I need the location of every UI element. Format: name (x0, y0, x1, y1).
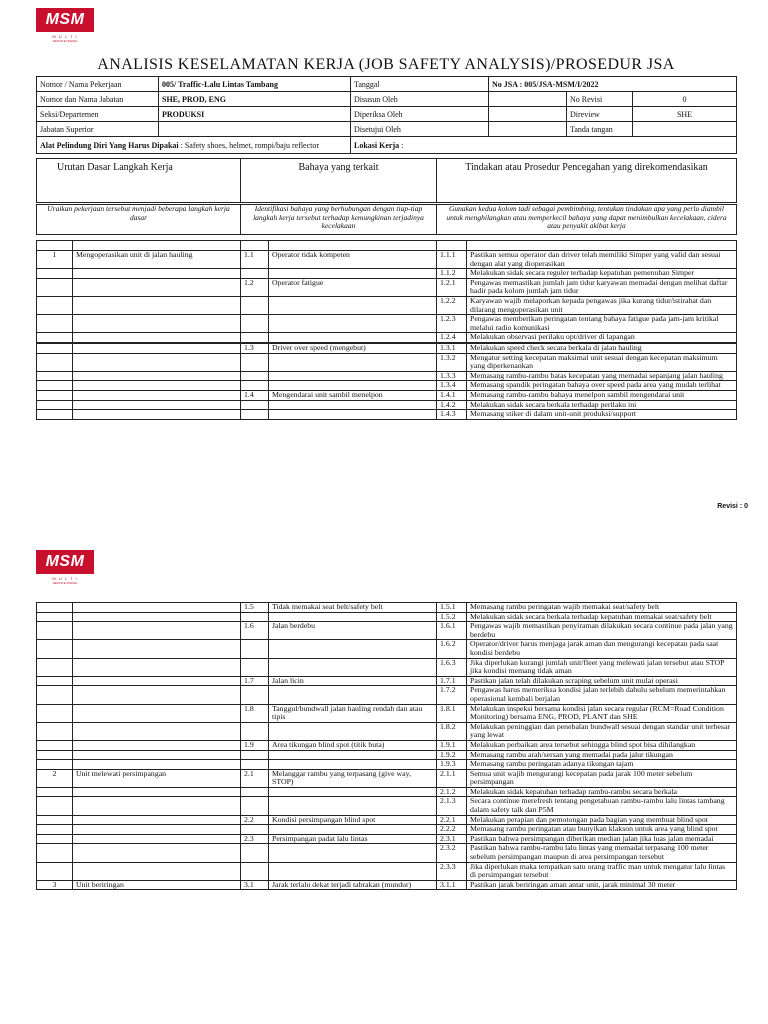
table-row (37, 400, 737, 410)
hazard-number (241, 825, 269, 835)
table-row (37, 787, 737, 797)
hazard-text: Area tikungan blind spot (titik buta) (269, 740, 437, 750)
disusun-label: Disusun Oleh (351, 92, 489, 107)
table-row (37, 640, 737, 658)
action-number: 1.3.2 (437, 353, 467, 371)
step-text (73, 760, 241, 770)
hazard-number: 2.2 (241, 815, 269, 825)
action-text: Memasang rambu arah/sersan yang memadai pada jalur tikungan (467, 750, 737, 760)
step-text (73, 278, 241, 296)
step-text (73, 343, 241, 353)
header-table (36, 76, 737, 154)
hazard-number (241, 760, 269, 770)
step-number (37, 760, 73, 770)
table-row (37, 315, 737, 333)
norevisi-value: 0 (633, 92, 737, 107)
action-number: 1.4.2 (437, 400, 467, 410)
action-number: 1.6.1 (437, 622, 467, 640)
step-text (73, 612, 241, 622)
guide-steps: Uraikan pekerjaan tersebut menjadi beberapa langkah kerja dasar (37, 205, 241, 235)
step-number (37, 612, 73, 622)
step-number (37, 622, 73, 640)
step-text (73, 722, 241, 740)
hazard-text (269, 333, 437, 343)
col-header-actions: Tindakan atau Prosedur Pencegahan yang direkomendasikan (437, 159, 737, 203)
action-number: 2.2.1 (437, 815, 467, 825)
step-number (37, 722, 73, 740)
jsa-page-2 (0, 540, 768, 1024)
action-text: Melakukan sidak secara berkala terhadap kepatuhan memakai seat/safety belt (467, 612, 737, 622)
action-text: Memasang rambu peringatan wajib memakai seat/safety belt (467, 603, 737, 613)
hazard-number: 1.4 (241, 390, 269, 400)
hazard-text (269, 862, 437, 880)
step-text (73, 686, 241, 704)
step-number (37, 676, 73, 686)
step-text (73, 797, 241, 815)
step-number (37, 844, 73, 862)
hazard-number: 2.3 (241, 834, 269, 844)
hazard-text (269, 797, 437, 815)
hazard-number (241, 640, 269, 658)
action-text: Jika diperlukan kurangi jumlah unit/fleet yang melewati jalan tersebut atau STOP jika kondisi memang tidak aman (467, 658, 737, 676)
table-row (37, 760, 737, 770)
action-number: 1.8.2 (437, 722, 467, 740)
action-text: Memasang stiker di dalam unit-unit produksi/support (467, 410, 737, 420)
table-row (37, 658, 737, 676)
step-text (73, 834, 241, 844)
step-number: 1 (37, 251, 73, 269)
table-row (37, 704, 737, 722)
action-text: Melakukan peninggian dan penebalan bundwall sesuai dengan standar unit terbesar yang lewat (467, 722, 737, 740)
action-number: 1.4.3 (437, 410, 467, 420)
step-number (37, 296, 73, 314)
guide-hazards: Identifikasi bahaya yang berhubungan dengan tiap-tiap langkah kerja tersebut terhadap kemungkinan terjadinya kecelakaan (241, 205, 437, 235)
step-number (37, 686, 73, 704)
step-number (37, 640, 73, 658)
hazard-number: 1.1 (241, 251, 269, 269)
hazard-text: Persimpangan padat lalu lintas (269, 834, 437, 844)
step-number: 2 (37, 769, 73, 787)
ttd-value (633, 122, 737, 137)
step-number (37, 862, 73, 880)
hazard-text (269, 787, 437, 797)
hazard-text (269, 381, 437, 391)
table-row (37, 269, 737, 279)
disusun-value (489, 92, 567, 107)
action-number: 1.1.1 (437, 251, 467, 269)
action-number: 1.5.2 (437, 612, 467, 622)
action-number: 2.3.1 (437, 834, 467, 844)
action-number: 1.3.4 (437, 381, 467, 391)
step-number (37, 390, 73, 400)
table-row (37, 740, 737, 750)
step-number (37, 400, 73, 410)
table-row (37, 612, 737, 622)
action-number: 1.1.2 (437, 269, 467, 279)
hazard-number (241, 381, 269, 391)
step-text (73, 410, 241, 420)
step-text (73, 315, 241, 333)
action-text: Memasang rambu-rambu bahaya menelpon sambil mengendarai unit (467, 390, 737, 400)
action-number: 2.1.3 (437, 797, 467, 815)
hazard-text (269, 658, 437, 676)
tanggal-label: Tanggal (351, 77, 489, 92)
step-number (37, 269, 73, 279)
hazard-number (241, 658, 269, 676)
hazard-number: 1.9 (241, 740, 269, 750)
seksi-label: Seksi/Departemen (37, 107, 159, 122)
step-number (37, 740, 73, 750)
jsa-number: No JSA : 005/JSA-MSM/I/2022 (489, 77, 737, 92)
action-number: 1.9.1 (437, 740, 467, 750)
nomor-value: 005/ Traffic-Lalu Lintas Tambang (159, 77, 351, 92)
step-text (73, 825, 241, 835)
hazard-number (241, 269, 269, 279)
hazard-number (241, 787, 269, 797)
hazard-number: 1.3 (241, 343, 269, 353)
disetujui-label: Disetujui Oleh (351, 122, 489, 137)
action-number: 2.3.2 (437, 844, 467, 862)
action-number: 1.5.1 (437, 603, 467, 613)
action-text: Memasang rambu-rambu batas kecepatan yang memadai sepanjang jalan hauling (467, 371, 737, 381)
table-row (37, 353, 737, 371)
step-text: Mengoperasikan unit di jalan hauling (73, 251, 241, 269)
step-text (73, 676, 241, 686)
logo-subtext-2b: SERVICE MINING (52, 581, 78, 585)
hazard-number (241, 315, 269, 333)
step-number (37, 333, 73, 343)
step-text (73, 390, 241, 400)
action-number: 1.8.1 (437, 704, 467, 722)
hazard-text (269, 760, 437, 770)
action-text: Mengatur setting kecepatan maksimal unit sesuai dengan kecepatan maksimum yang diperkenankan (467, 353, 737, 371)
step-number (37, 343, 73, 353)
step-number (37, 815, 73, 825)
hazard-number (241, 797, 269, 815)
apd-value: : Safety shoes, helmet, rompi/baju reflector (178, 140, 320, 150)
action-number: 1.7.2 (437, 686, 467, 704)
step-number (37, 658, 73, 676)
step-text: Unit melewati persimpangan (73, 769, 241, 787)
table-row (37, 825, 737, 835)
company-logo-page-2 (36, 550, 94, 590)
action-text: Melakukan perbaikan area tersebut sehingga blind spot bisa dihilangkan (467, 740, 737, 750)
jsa-table-page-1 (36, 240, 737, 420)
table-row (37, 834, 737, 844)
hazard-number (241, 722, 269, 740)
table-row (37, 603, 737, 613)
direview-label: Direview (567, 107, 633, 122)
step-text (73, 750, 241, 760)
table-row (37, 371, 737, 381)
step-number (37, 797, 73, 815)
action-number: 1.3.3 (437, 371, 467, 381)
col-header-hazards: Bahaya yang terkait (241, 159, 437, 203)
hazard-text (269, 722, 437, 740)
document-title: ANALISIS KESELAMATAN KERJA (JOB SAFETY ANALYSIS)/PROSEDUR JSA (97, 56, 675, 73)
revision-note: Revisi : 0 (717, 503, 748, 510)
hazard-number (241, 750, 269, 760)
hazard-text (269, 612, 437, 622)
hazard-text: Jalan berdebu (269, 622, 437, 640)
lokasi-cell (351, 137, 737, 154)
hazard-text: Operator fatigue (269, 278, 437, 296)
hazard-number: 1.8 (241, 704, 269, 722)
hazard-number (241, 333, 269, 343)
hazard-number (241, 686, 269, 704)
step-number (37, 787, 73, 797)
action-text: Memasang spandik peringatan bahaya over speed pada area yang mudah terlihat (467, 381, 737, 391)
hazard-number: 1.6 (241, 622, 269, 640)
table-row (37, 343, 737, 353)
step-text (73, 844, 241, 862)
step-text (73, 640, 241, 658)
hazard-text: Kondisi persimpangan blind spot (269, 815, 437, 825)
step-number (37, 315, 73, 333)
table-row (37, 251, 737, 269)
disetujui-value (489, 122, 567, 137)
action-number: 2.3.3 (437, 862, 467, 880)
table-row (37, 296, 737, 314)
step-text (73, 269, 241, 279)
action-text: Memasang rambu peringatan atau bunyikan klakson untuk area yang blind spot (467, 825, 737, 835)
hazard-text (269, 353, 437, 371)
action-number: 1.2.4 (437, 333, 467, 343)
jabatan-label: Nomor dan Nama Jabatan (37, 92, 159, 107)
step-text (73, 815, 241, 825)
action-text: Melakukan sidak secara reguler terhadap kepatuhan pemenuhan Simper (467, 269, 737, 279)
jsa-table-page-2 (36, 602, 737, 890)
step-text (73, 333, 241, 343)
hazard-number: 2.1 (241, 769, 269, 787)
hazard-number: 1.7 (241, 676, 269, 686)
hazard-text: Melanggar rambu yang terpasang (give way, STOP) (269, 769, 437, 787)
superior-label: Jabatan Superior (37, 122, 159, 137)
hazard-number (241, 296, 269, 314)
hazard-number (241, 612, 269, 622)
table-row (37, 278, 737, 296)
step-text (73, 381, 241, 391)
action-text: Pengawas harus memeriksa kondisi jalan terlebih dahulu sebelum memerintahkan operasional kembali berjalan (467, 686, 737, 704)
action-number: 1.7.1 (437, 676, 467, 686)
action-text: Pastikan semua operator dan driver telah memiliki Simper yang valid dan sesuai dengan alat yang dioperasikan (467, 251, 737, 269)
table-row (37, 381, 737, 391)
action-text: Jika diperlukan maka tempatkan satu orang traffic man untuk mengatur lalu lintas di persimpangan tersebut (467, 862, 737, 880)
jabatan-value: SHE, PROD, ENG (159, 92, 351, 107)
action-text: Melakukan inspeksi bersama kondisi jalan secara regular (RCM=Road Condition Monitoring) bersama ENG, PROD, PLANT dan SHE (467, 704, 737, 722)
step-number (37, 750, 73, 760)
hazard-number: 1.5 (241, 603, 269, 613)
nomor-label: Nomor / Nama Pekerjaan (37, 77, 159, 92)
step-number (37, 278, 73, 296)
hazard-number: 1.2 (241, 278, 269, 296)
action-text: Melakukan sidak secara berkala terhadap perilaku ini (467, 400, 737, 410)
table-row (37, 815, 737, 825)
step-text (73, 400, 241, 410)
action-text: Melakukan speed check secara berkala di jalan hauling (467, 343, 737, 353)
table-row (37, 880, 737, 890)
hazard-number (241, 371, 269, 381)
action-number: 2.1.2 (437, 787, 467, 797)
action-text: Memasang rambu peringatan adanya tikungan tajam (467, 760, 737, 770)
step-number (37, 834, 73, 844)
step-text (73, 740, 241, 750)
hazard-number (241, 862, 269, 880)
hazard-text (269, 296, 437, 314)
action-number: 1.2.1 (437, 278, 467, 296)
action-text: Secara continue merefresh tentang pengetahuan rambu-rambu lalu lintas tambang dalam safety talk dan P5M (467, 797, 737, 815)
guide-actions: Gunakan kedua kolom tadi sebagai pembimbing, tentukan tindakan apa yang perlu diambil untuk menghilangkan atau memperkecil bahaya yang dapat menimbulkan kecelakaan, cidera atau penyakit akibat kerja (437, 205, 737, 235)
action-number: 1.2.2 (437, 296, 467, 314)
direview-value: SHE (633, 107, 737, 122)
hazard-number (241, 844, 269, 862)
action-text: Pastikan bahwa persimpangan diberikan median jalan jika luas jalan memadai (467, 834, 737, 844)
action-text: Pengawas memastikan jumlah jam tidur karyawan memadai dengan melihat daftar hadir pada kolom jumlah jam tidur (467, 278, 737, 296)
action-number: 1.9.2 (437, 750, 467, 760)
step-text (73, 296, 241, 314)
hazard-text (269, 750, 437, 760)
table-row (37, 410, 737, 420)
table-row (37, 862, 737, 880)
table-row (37, 769, 737, 787)
hazard-number (241, 353, 269, 371)
step-number (37, 603, 73, 613)
guidance-table (36, 204, 737, 235)
step-number (37, 353, 73, 371)
action-number: 1.2.3 (437, 315, 467, 333)
action-number: 2.1.1 (437, 769, 467, 787)
step-text (73, 658, 241, 676)
table-row (37, 686, 737, 704)
table-row (37, 797, 737, 815)
action-number: 1.9.3 (437, 760, 467, 770)
action-text: Semua unit wajib mengurangi kecepatan pada jarak 100 meter sebelum persimpangan (467, 769, 737, 787)
step-text (73, 622, 241, 640)
hazard-text (269, 825, 437, 835)
table-row (37, 676, 737, 686)
hazard-text (269, 371, 437, 381)
action-number: 1.6.3 (437, 658, 467, 676)
action-number: 1.3.1 (437, 343, 467, 353)
hazard-text (269, 640, 437, 658)
diperiksa-label: Diperiksa Oleh (351, 107, 489, 122)
hazard-text: Tanggul/bundwall jalan hauling rendah dan atau tipis (269, 704, 437, 722)
logo-subtext: M U L T I (52, 34, 78, 39)
hazard-text (269, 315, 437, 333)
step-text (73, 704, 241, 722)
table-row (37, 844, 737, 862)
hazard-number (241, 400, 269, 410)
hazard-text: Jalan licin (269, 676, 437, 686)
action-text: Pengawas memberikan peringatan tentang bahaya fatigue pada jam-jam kritikal melalui radio komunikasi (467, 315, 737, 333)
col-header-steps: Urutan Dasar Langkah Kerja (37, 159, 241, 203)
table-row (37, 333, 737, 343)
logo-mark: MSM (36, 8, 94, 32)
superior-value (159, 122, 351, 137)
table-row (37, 390, 737, 400)
hazard-number: 3.1 (241, 880, 269, 890)
step-text (73, 371, 241, 381)
logo-subtext-2a: M U L T I (52, 576, 78, 581)
diperiksa-value (489, 107, 567, 122)
lokasi-value: : (399, 140, 404, 150)
action-text: Operator/driver harus menjaga jarak aman dan mengurangi kecepatan pada saat kondisi berdebu (467, 640, 737, 658)
hazard-text: Driver over speed (mengebut) (269, 343, 437, 353)
hazard-text: Tidak memakai seat belt/safety belt (269, 603, 437, 613)
action-text: Pastikan jarak beriringan aman antar unit, jarak minimal 30 meter (467, 880, 737, 890)
lokasi-label: Lokasi Kerja (354, 140, 400, 150)
table-row (37, 750, 737, 760)
action-number: 3.1.1 (437, 880, 467, 890)
apd-label: Alat Pelindung Diri Yang Harus Dipakai (40, 140, 179, 150)
step-number (37, 371, 73, 381)
hazard-text: Operator tidak kompeten (269, 251, 437, 269)
column-header-table (36, 158, 737, 203)
action-text: Melakukan perapian dan pemotongan pada bagian yang membuat blind spot (467, 815, 737, 825)
step-text (73, 862, 241, 880)
company-logo (36, 8, 94, 48)
logo-subtext-2: SERVICE MINING (52, 39, 78, 43)
hazard-number (241, 410, 269, 420)
seksi-value: PRODUKSI (159, 107, 351, 122)
step-number: 3 (37, 880, 73, 890)
hazard-text (269, 410, 437, 420)
table-row (37, 722, 737, 740)
action-text: Melakukan observasi perilaku opt/driver di lapangan (467, 333, 737, 343)
action-number: 1.6.2 (437, 640, 467, 658)
step-number (37, 381, 73, 391)
step-number (37, 704, 73, 722)
norevisi-label: No Revisi (567, 92, 633, 107)
step-text (73, 353, 241, 371)
action-text: Melakukan sidak kepatuhan terhadap rambu-rambu secara berkala (467, 787, 737, 797)
step-number (37, 825, 73, 835)
logo-mark-2: MSM (36, 550, 94, 574)
table-row (37, 622, 737, 640)
step-text (73, 603, 241, 613)
action-number: 1.4.1 (437, 390, 467, 400)
apd-cell (37, 137, 351, 154)
hazard-text: Jarak terlalu dekat terjadi tabrakan (mundur) (269, 880, 437, 890)
hazard-text (269, 400, 437, 410)
hazard-text (269, 686, 437, 704)
hazard-text (269, 844, 437, 862)
action-text: Pastikan jalan telah dilakukan scraping sebelum unit mulai operasi (467, 676, 737, 686)
step-number (37, 410, 73, 420)
step-text (73, 787, 241, 797)
action-text: Pastikan bahwa rambu-rambu lalu lintas yang memadai terpasang 100 meter sebelum persimpangan maupun di area persimpangan tersebut (467, 844, 737, 862)
action-text: Pengawas wajib memastikan penyiraman dilakukan secara continue pada jalan yang berdebu (467, 622, 737, 640)
step-text: Unit beriringan (73, 880, 241, 890)
action-text: Karyawan wajib melaporkan kepada pengawas jika kurang tidur/istirahat dan dilarang mengoperasikan unit (467, 296, 737, 314)
hazard-text (269, 269, 437, 279)
ttd-label: Tanda tangan (567, 122, 633, 137)
hazard-text: Mengendarai unit sambil menelpon (269, 390, 437, 400)
action-number: 2.2.2 (437, 825, 467, 835)
